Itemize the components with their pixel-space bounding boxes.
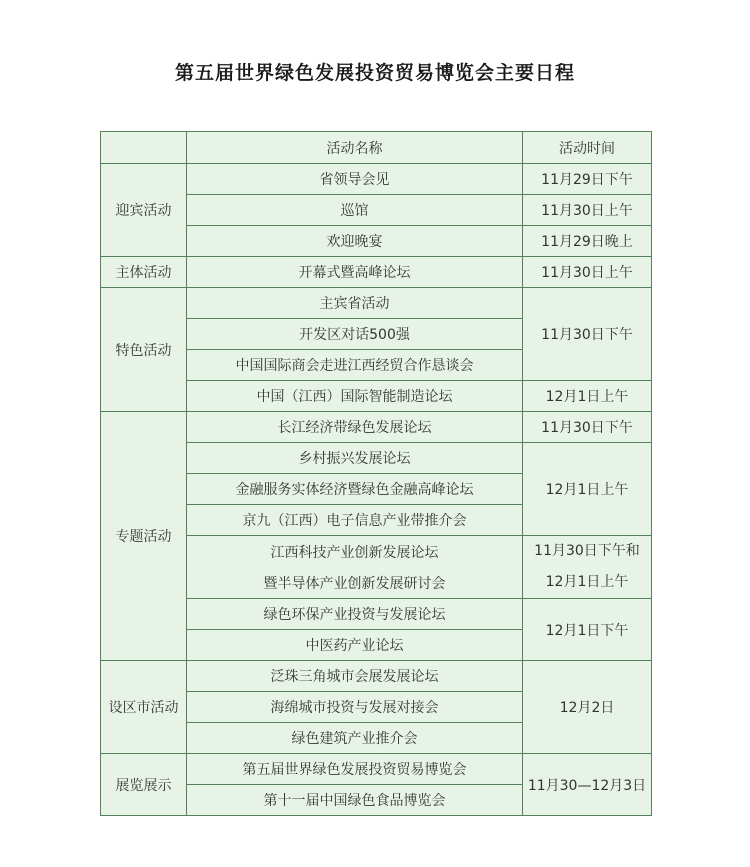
category-cell: 展览展示 (101, 754, 187, 816)
time-cell: 11月30日下午 (523, 288, 652, 381)
table-row (101, 754, 652, 785)
activity-cell: 欢迎晚宴 (187, 226, 523, 257)
time-cell-two-line (523, 536, 652, 599)
header-activity: 活动名称 (187, 132, 523, 164)
time-cell: 11月29日晚上 (523, 226, 652, 257)
activity-cell: 第十一届中国绿色食品博览会 (187, 785, 523, 816)
activity-cell: 海绵城市投资与发展对接会 (187, 692, 523, 723)
time-cell: 11月30日上午 (523, 195, 652, 226)
activity-cell: 暨半导体产业创新发展研讨会 (187, 567, 523, 599)
time-cell: 11月30日上午 (523, 257, 652, 288)
activity-cell: 第五届世界绿色发展投资贸易博览会 (187, 754, 523, 785)
table-row (101, 412, 652, 443)
time-cell: 12月2日 (523, 661, 652, 754)
time-cell: 11月30—12月3日 (523, 754, 652, 816)
category-cell: 主体活动 (101, 257, 187, 288)
activity-cell: 中医药产业论坛 (187, 630, 523, 661)
activity-cell: 绿色建筑产业推介会 (187, 723, 523, 754)
activity-cell: 乡村振兴发展论坛 (187, 443, 523, 474)
table-row (101, 164, 652, 195)
category-cell: 专题活动 (101, 412, 187, 661)
table-row (101, 288, 652, 319)
activity-cell: 开发区对话500强 (187, 319, 523, 350)
table-header-row (101, 132, 652, 164)
header-category-cell (101, 132, 187, 164)
header-time: 活动时间 (523, 132, 652, 164)
time-cell: 12月1日下午 (523, 599, 652, 661)
activity-cell: 巡馆 (187, 195, 523, 226)
time-cell: 11月30日下午 (523, 412, 652, 443)
time-line-1: 11月30日下午和 (534, 543, 640, 559)
activity-cell: 开幕式暨高峰论坛 (187, 257, 523, 288)
table-row (101, 661, 652, 692)
activity-cell: 省领导会见 (187, 164, 523, 195)
time-cell: 12月1日上午 (523, 381, 652, 412)
category-cell: 特色活动 (101, 288, 187, 412)
activity-cell: 主宾省活动 (187, 288, 523, 319)
activity-cell: 中国（江西）国际智能制造论坛 (187, 381, 523, 412)
activity-cell: 江西科技产业创新发展论坛 (187, 536, 523, 568)
activity-cell: 泛珠三角城市会展发展论坛 (187, 661, 523, 692)
time-cell: 11月29日下午 (523, 164, 652, 195)
activity-cell: 绿色环保产业投资与发展论坛 (187, 599, 523, 630)
activity-cell: 金融服务实体经济暨绿色金融高峰论坛 (187, 474, 523, 505)
activity-cell: 京九（江西）电子信息产业带推介会 (187, 505, 523, 536)
table-row (101, 257, 652, 288)
category-cell: 设区市活动 (101, 661, 187, 754)
time-line-2: 12月1日上午 (545, 574, 629, 590)
category-cell: 迎宾活动 (101, 164, 187, 257)
time-cell: 12月1日上午 (523, 443, 652, 536)
activity-cell: 长江经济带绿色发展论坛 (187, 412, 523, 443)
activity-cell: 中国国际商会走进江西经贸合作恳谈会 (187, 350, 523, 381)
schedule-table (100, 131, 652, 816)
page-title: 第五届世界绿色发展投资贸易博览会主要日程 (174, 62, 575, 84)
